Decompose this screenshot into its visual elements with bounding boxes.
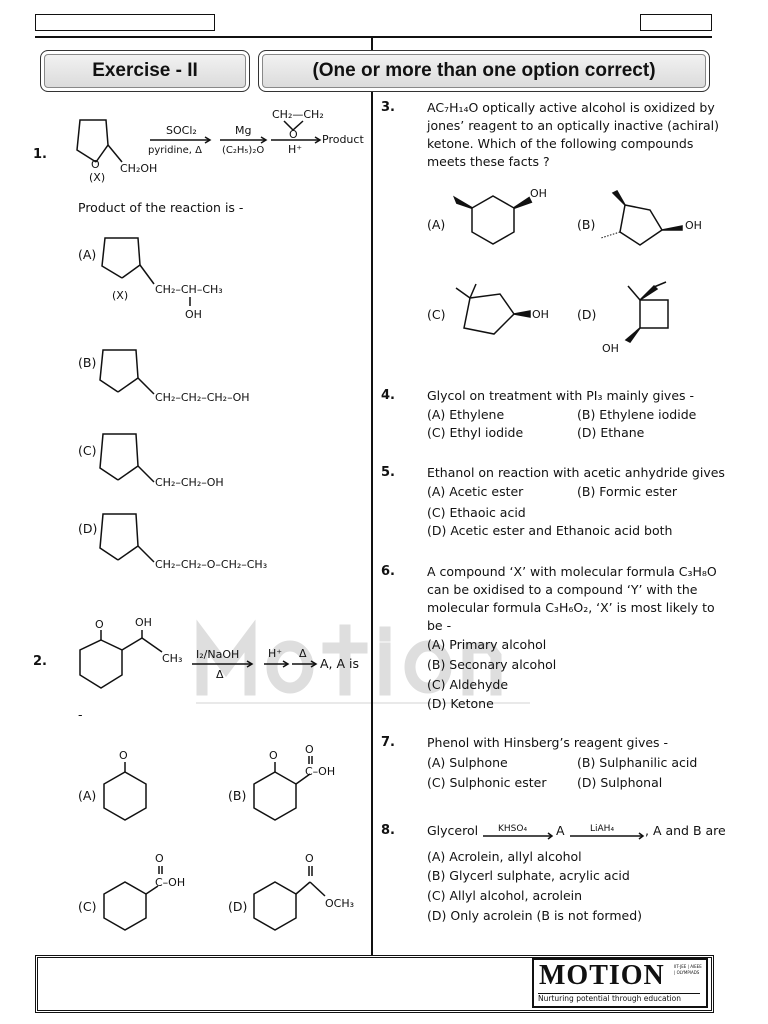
q1-option-c-label: (C)	[78, 443, 97, 458]
q8-option-c: (C) Allyl alcohol, acrolein	[427, 888, 583, 903]
substituent: CH₂–CH–CH₃	[155, 283, 223, 296]
substituent: CH₂–CH₂–O–CH₂–CH₃	[155, 558, 268, 571]
footer-logo: MOTION	[539, 960, 665, 991]
q8-number: 8.	[381, 823, 395, 838]
q6-line-4: be -	[427, 618, 452, 633]
q6-line-1: A compound ‘X’ with molecular formula C₃H₈O	[427, 564, 717, 579]
carboxyl: C–OH	[305, 765, 336, 778]
exercise-subtitle: (One or more than one option correct)	[258, 50, 710, 92]
q7-option-a: (A) Sulphone	[427, 755, 508, 770]
methoxy: OCH₃	[325, 897, 355, 910]
footer-small-text: IIT-JEE | AIEEE | OLYMPIADS	[674, 964, 702, 975]
reagent-liah4: LiAH₄	[590, 824, 615, 834]
q3-line-3: ketone. Which of the following compounds	[427, 136, 694, 151]
hydroxyl: OH	[685, 219, 702, 232]
substituent: CH₂–CH₂–CH₂–OH	[155, 391, 250, 404]
q2-option-a-label: (A)	[78, 788, 97, 803]
q7-option-c: (C) Sulphonic ester	[427, 775, 547, 790]
q8-start: Glycerol	[427, 823, 479, 838]
q8-mid: A	[556, 823, 565, 838]
q3-line-1: AC₇H₁₄O optically active alcohol is oxidized by	[427, 100, 715, 115]
reactant-substituent: CH₂OH	[120, 162, 158, 175]
reagent-epoxide: CH₂—CH₂	[272, 108, 324, 121]
q3-line-4: meets these facts ?	[427, 154, 550, 169]
reagent-khso4: KHSO₄	[498, 824, 528, 834]
q6-option-b: (B) Seconary alcohol	[427, 657, 557, 672]
reagent-iodoform: I₂/NaOH	[196, 648, 240, 661]
reagent-heat2: Δ	[299, 647, 307, 660]
q2-option-d-label: (D)	[228, 899, 248, 914]
q8-option-d: (D) Only acrolein (B is not formed)	[427, 908, 643, 923]
hydroxyl: OH	[530, 187, 547, 200]
q5-number: 5.	[381, 465, 395, 480]
q5-option-d: (D) Acetic ester and Ethanoic acid both	[427, 523, 673, 538]
q5-option-b: (B) Formic ester	[577, 484, 678, 499]
q5-option-c: (C) Ethaoic acid	[427, 505, 526, 520]
q2-option-c-label: (C)	[78, 899, 97, 914]
footer-tagline: Nurturing potential through education	[538, 993, 700, 1004]
q2-tail: A, A is	[320, 656, 360, 671]
q6-option-c: (C) Aldehyde	[427, 677, 509, 692]
ketone-oxygen: O	[269, 749, 278, 762]
q7-option-d: (D) Sulphonal	[577, 775, 663, 790]
q6-option-d: (D) Ketone	[427, 696, 494, 711]
carbonyl-oxygen: O	[155, 852, 164, 865]
reagent-heat: Δ	[216, 668, 224, 681]
carbonyl-oxygen: O	[305, 852, 314, 865]
q2-dash: -	[78, 707, 83, 722]
q3-line-2: jones’ reagent to an optically inactive (achiral)	[427, 118, 720, 133]
reactant-label: (X)	[89, 171, 106, 184]
methyl: CH₃	[162, 652, 183, 665]
q3-option-c-label: (C)	[427, 307, 446, 322]
q3-option-d-label: (D)	[577, 307, 597, 322]
reagent-acid: H⁺	[288, 143, 303, 156]
q1-option-a-label: (A)	[78, 247, 97, 262]
product-label: Product	[322, 133, 364, 146]
hydroxyl: OH	[532, 308, 549, 321]
q7-number: 7.	[381, 735, 395, 750]
reagent-socl2: SOCl₂	[166, 124, 197, 137]
q6-line-3: molecular formula C₃H₆O₂, ‘X’ is most likely to	[427, 600, 715, 615]
ring-oxygen: O	[91, 158, 100, 171]
q8-end: , A and B are	[645, 823, 726, 838]
q6-option-a: (A) Primary alcohol	[427, 637, 547, 652]
q1-number: 1.	[33, 147, 47, 162]
ketone-oxygen: O	[119, 749, 128, 762]
q3-option-b-label: (B)	[577, 217, 596, 232]
substituent: CH₂–CH₂–OH	[155, 476, 224, 489]
q8-option-a: (A) Acrolein, allyl alcohol	[427, 849, 582, 864]
ring-label: (X)	[112, 289, 129, 302]
reagent-ether: (C₂H₅)₂O	[222, 145, 265, 156]
reagent-acid: H⁺	[268, 647, 283, 660]
epoxide-oxygen: O	[289, 128, 298, 141]
q7-text: Phenol with Hinsberg’s reagent gives -	[427, 735, 669, 750]
q1-option-b-label: (B)	[78, 355, 97, 370]
ketone-oxygen: O	[95, 618, 104, 631]
q6-number: 6.	[381, 564, 395, 579]
hydroxyl: OH	[185, 308, 202, 321]
q8-option-b: (B) Glycerl sulphate, acrylic acid	[427, 868, 630, 883]
q4-text: Glycol on treatment with PI₃ mainly gives -	[427, 388, 695, 403]
q3-option-a-label: (A)	[427, 217, 446, 232]
q5-option-a: (A) Acetic ester	[427, 484, 524, 499]
q4-number: 4.	[381, 388, 395, 403]
reagent-mg: Mg	[235, 124, 252, 137]
q6-line-2: can be oxidised to a compound ‘Y’ with the	[427, 582, 698, 597]
q1-question: Product of the reaction is -	[78, 200, 244, 215]
carbonyl-oxygen: O	[305, 743, 314, 756]
q3-number: 3.	[381, 100, 395, 115]
q5-text: Ethanol on reaction with acetic anhydride gives	[427, 465, 725, 480]
q4-option-a: (A) Ethylene	[427, 407, 505, 422]
q2-number: 2.	[33, 654, 47, 669]
carboxyl: C–OH	[155, 876, 186, 889]
reagent-pyridine: pyridine, Δ	[148, 145, 202, 156]
q2-option-b-label: (B)	[228, 788, 247, 803]
q4-option-b: (B) Ethylene iodide	[577, 407, 697, 422]
q7-option-b: (B) Sulphanilic acid	[577, 755, 698, 770]
footer-logo-box	[532, 958, 708, 1008]
hydroxyl: OH	[135, 616, 152, 629]
exercise-title: Exercise - II	[40, 50, 250, 92]
q4-option-d: (D) Ethane	[577, 425, 645, 440]
hydroxyl: OH	[602, 342, 619, 355]
q4-option-c: (C) Ethyl iodide	[427, 425, 524, 440]
q1-option-d-label: (D)	[78, 521, 98, 536]
